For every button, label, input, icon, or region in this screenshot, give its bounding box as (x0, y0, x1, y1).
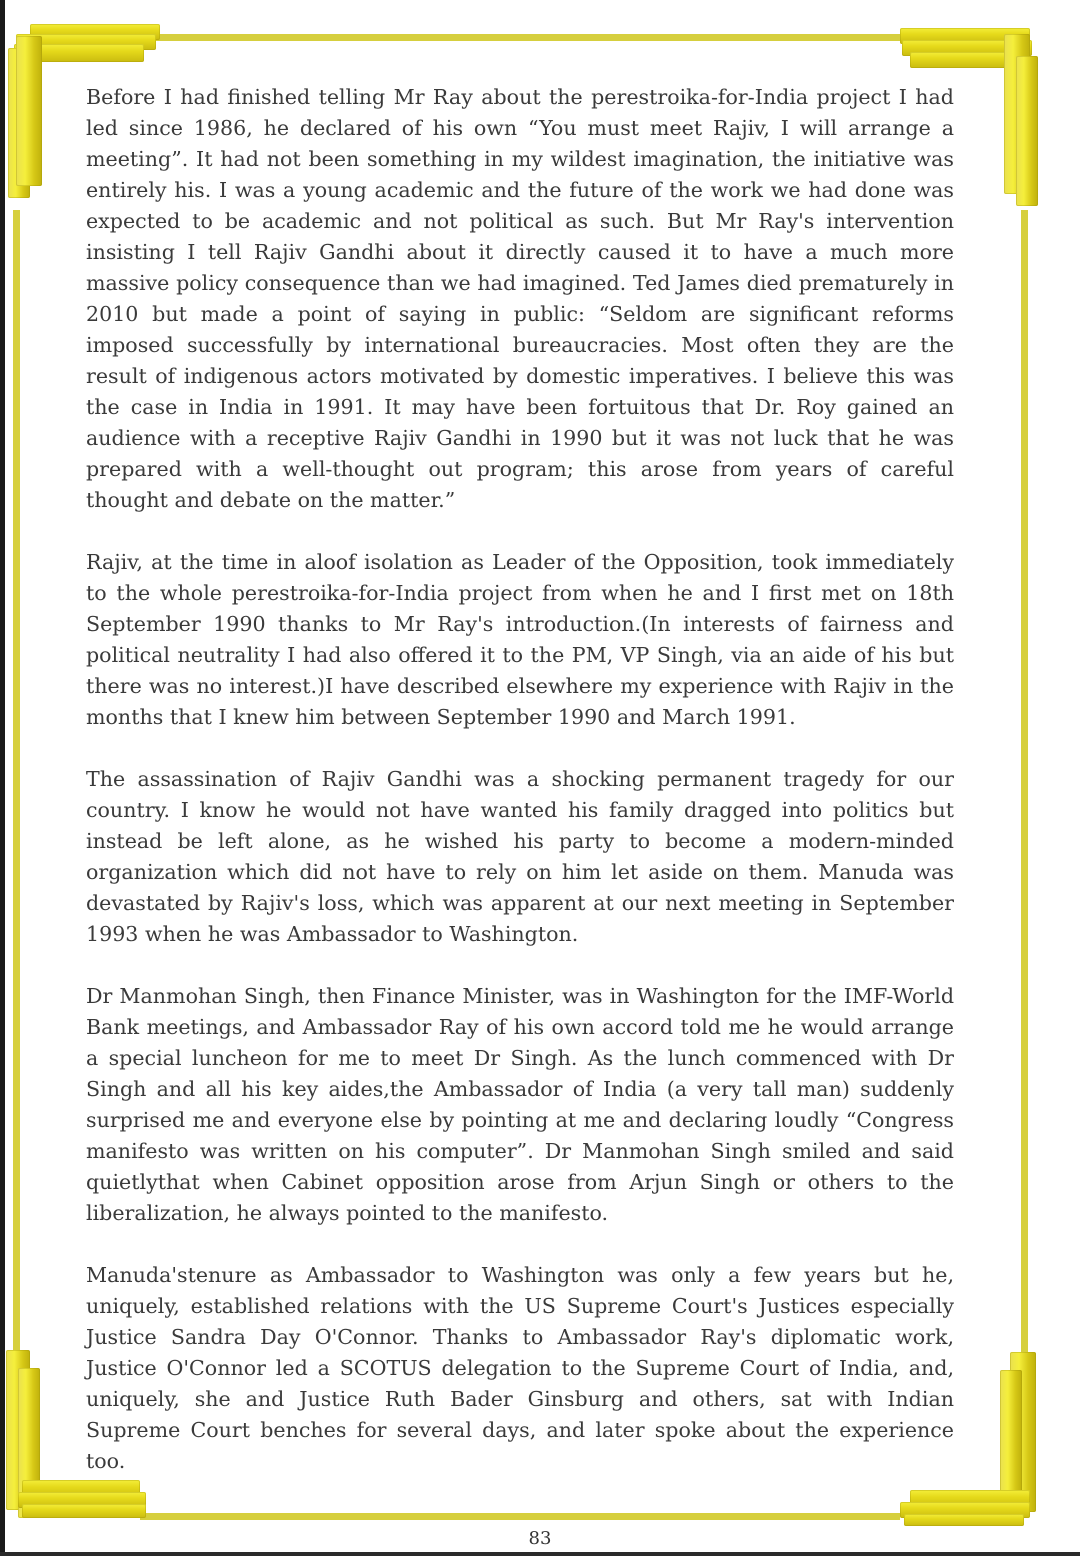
scan-edge-left (0, 0, 5, 1556)
scan-edge-bottom (0, 1552, 1080, 1556)
paragraph: Before I had finished telling Mr Ray about the perestroika-for-India project I had led since 1986, he declared of his own “You must meet Rajiv, I will arrange a meeting”. It had not been something in my wildest imagination, the initiative was entirely his. I was a young academic and the future of the work we had done was expected to be academic and not political as such. But Mr Ray's intervention insisting I tell Rajiv Gandhi about it directly caused it to have a much more massive policy consequence than we had imagined. Ted James died prematurely in 2010 but made a point of saying in public: “Seldom are significant reforms imposed successfully by international bureaucracies. Most often they are the result of indigenous actors motivated by domestic imperatives. I believe this was the case in India in 1991. It may have been fortuitous that Dr. Roy gained an audience with a receptive Rajiv Gandhi in 1990 but it was not luck that he was prepared with a well-thought out program; this arose from years of careful thought and debate on the matter.” (86, 85, 954, 512)
page-number: 83 (528, 1528, 552, 1549)
paragraph: The assassination of Rajiv Gandhi was a shocking permanent tragedy for our country. I know he would not have wanted his family dragged into politics but instead be left alone, as he wished his party to become a modern-minded organization which did not have to rely on him let aside on them. Manuda was devastated by Rajiv's loss, which was apparent at our next meeting in September 1993 when he was Ambassador to Washington. (86, 767, 954, 946)
paragraph: Rajiv, at the time in aloof isolation as Leader of the Opposition, took immediately to the whole perestroika-for-India project from when he and I first met on 18th September 1990 thanks to Mr Ray's introduction.(In interests of fairness and political neutrality I had also offered it to the PM, VP Singh, via an aide of his but there was no interest.)I have described elsewhere my experience with Rajiv in the months that I knew him between September 1990 and March 1991. (86, 550, 954, 729)
paragraph: Manuda'stenure as Ambassador to Washington was only a few years but he, uniquely, established relations with the US Supreme Court's Justices especially Justice Sandra Day O'Connor. Thanks to Ambassador Ray's diplomatic work, Justice O'Connor led a SCOTUS delegation to the Supreme Court of India, and, uniquely, she and Justice Ruth Bader Ginsburg and others, sat with Indian Supreme Court benches for several days, and later spoke about the experience too. (86, 1263, 954, 1473)
border-line-bottom (140, 1513, 900, 1520)
paragraph: Dr Manmohan Singh, then Finance Minister, was in Washington for the IMF-World Bank meetings, and Ambassador Ray of his own accord told me he would arrange a special luncheon for me to meet Dr Singh. As the lunch commenced with Dr Singh and all his key aides,the Ambassador of India (a very tall man) suddenly surprised me and everyone else by pointing at me and declaring loudly “Congress manifesto was written on his computer”. Dr Manmohan Singh smiled and said quietlythat when Cabinet opposition arose from Arjun Singh or others to the liberalization, he always pointed to the manifesto. (86, 984, 954, 1225)
border-line-top (150, 34, 910, 41)
border-line-left (13, 210, 20, 1360)
border-line-right (1021, 210, 1028, 1360)
body-text (86, 82, 954, 1508)
